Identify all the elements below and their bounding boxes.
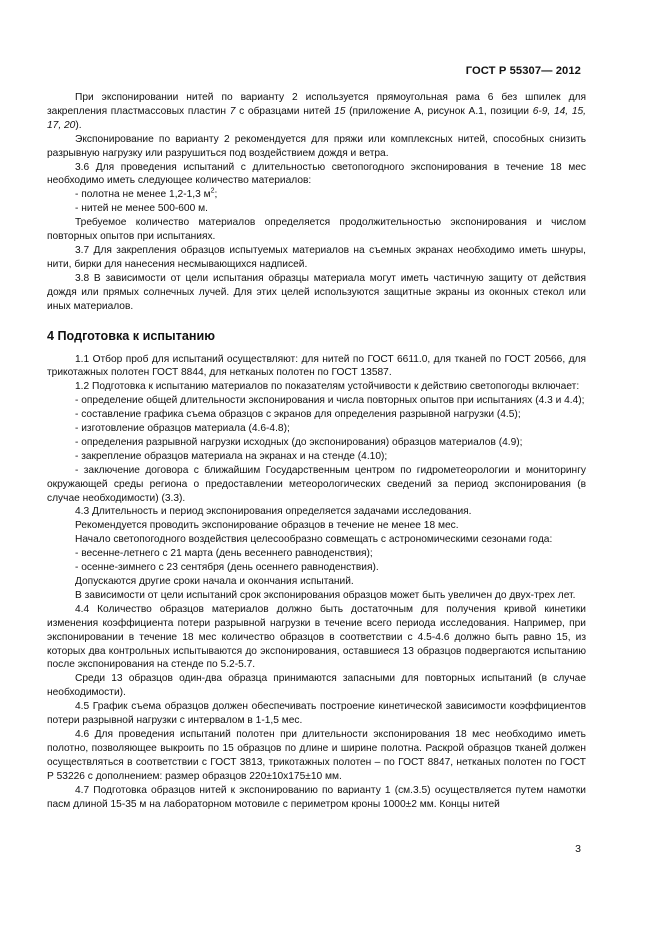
- italic-ref: 6-9, 14, 15, 17, 20: [47, 105, 586, 131]
- paragraph: Рекомендуется проводить экспонирование образцов в течение не менее 18 мес.: [75, 520, 459, 532]
- document-code: ГОСТ Р 55307— 2012: [465, 65, 581, 77]
- list-item: - осенне-зимнего с 23 сентября (день осеннего равноденствия).: [75, 562, 379, 574]
- paragraph: 3.8 В зависимости от цели испытания образцы материала могут иметь частичную защиту от действия дождя или прямых солнечных лучей. Для этих целей используются защитные экраны из оконных стекол или иных материалов.: [47, 272, 586, 312]
- text-span: ;: [214, 189, 218, 201]
- paragraph: Начало светопогодного воздействия целесообразно совмещать с астрономическими сезонами года:: [75, 534, 553, 546]
- list-item: - определение общей длительности экспонирования и числа повторных опытов при испытаниях (4.3 и 4.4);: [75, 395, 585, 407]
- list-item: - нитей не менее 500-600 м.: [75, 203, 208, 215]
- text-span: с образцами нитей: [235, 105, 335, 117]
- paragraph: [47, 91, 586, 133]
- paragraph: 4.7 Подготовка образцов нитей к экспонированию по варианту 1 (см.3.5) осуществляется путем намотки пасм длиной 15-35 м на лабораторном мотовиле с периметром кроны 1000±2 мм. Концы нитей: [47, 784, 586, 810]
- paragraph: 1.1 Отбор проб для испытаний осуществляют: для нитей по ГОСТ 6611.0, для тканей по ГОСТ 20566, для трикотажных полотен ГОСТ 8844, для нетканых полотен по ГОСТ 13587.: [47, 353, 586, 379]
- list-item: - закрепление образцов материала на экранах и на стенде (4.10);: [75, 450, 388, 462]
- page-number: 3: [575, 843, 581, 855]
- text-span: При экспонировании нитей по варианту 2 используется прямоугольная рама 6 без шпилек для закрепления пластмассовых пластин: [47, 92, 586, 117]
- list-item: - составление графика съема образцов с экранов для определения разрывной нагрузки (4.5);: [75, 409, 521, 421]
- paragraph: 4.5 График съема образцов должен обеспечивать построение кинетической зависимости коэффициентов потери разрывной нагрузки с интервалом в 1-1,5 мес.: [47, 701, 586, 727]
- paragraph: 1.2 Подготовка к испытанию материалов по показателям устойчивости к действию светопогоды включает:: [75, 381, 580, 393]
- paragraph: Требуемое количество материалов определяется продолжительностью экспонирования и числом повторных опытов при испытаниях.: [47, 217, 586, 243]
- list-item: - заключение договора с ближайшим Государственным центром по гидрометеорологии и мониторингу окружающей среды региона о предоставлении метеорологических сведений за период экспонирования (в случае необходимости) (3.3).: [47, 464, 586, 504]
- paragraph: 3.6 Для проведения испытаний с длительностью светопогодного экспонирования в течение 18 мес необходимо иметь следующее количество материалов:: [47, 161, 586, 187]
- italic-ref: 7: [229, 105, 236, 117]
- paragraph: 3.7 Для закрепления образцов испытуемых материалов на съемных экранах необходимо иметь шнуры, нити, бирки для нанесения несмывающихся надписей.: [47, 244, 586, 270]
- paragraph: Экспонирование по варианту 2 рекомендуется для пряжи или комплексных нитей, способных снизить разрывную нагрузку или разрушиться под воздействием дождя и ветра.: [47, 133, 586, 159]
- paragraph: 4.4 Количество образцов материалов должно быть достаточным для получения кривой кинетики изменения коэффициента потери разрывной нагрузки в течение всего периода исследования. Например, при экспонировании в течение 18 мес количество образцов в соответствии с 4.5-4.6 должно быть равно 15, из которых два контрольных испытываются до экспонирования, оставшиеся 13 образцов подвергаются испытанию после экспонирования на стенде по 5.2-5.7.: [47, 603, 586, 671]
- list-item: - определения разрывной нагрузки исходных (до экспонирования) образцов материалов (4.9);: [75, 436, 523, 448]
- italic-ref: 15: [334, 105, 346, 117]
- paragraph: Среди 13 образцов один-два образца принимаются запасными для повторных испытаний (в случае необходимости).: [47, 673, 586, 699]
- paragraph: 4.6 Для проведения испытаний полотен при длительности экспонирования 18 мес необходимо иметь полотно, позволяющее выкроить по 15 образцов по длине и ширине полотна. Раскрой образцов тканей должен осуществляться в соответствии с ГОСТ 3813, трикотажных полотен – по ГОСТ 8847, нетканых полотен по ГОСТ Р 53226 с дополнением: размер образцов 220±10х175±10 мм.: [47, 728, 586, 782]
- list-item: - весенне-летнего с 21 марта (день весеннего равноденствия);: [75, 548, 373, 560]
- paragraph: В зависимости от цели испытаний срок экспонирования образцов может быть увеличен до двух-трех лет.: [75, 589, 576, 601]
- page-content: [47, 91, 586, 811]
- paragraph: Допускаются другие сроки начала и окончания испытаний.: [75, 576, 354, 587]
- section-heading: 4 Подготовка к испытанию: [47, 328, 215, 343]
- text-span: ).: [75, 119, 82, 131]
- list-item: [47, 188, 586, 202]
- superscript: 2: [210, 187, 215, 195]
- paragraph: 4.3 Длительность и период экспонирования определяется задачами исследования.: [75, 506, 472, 518]
- text-span: (приложение А, рисунок А.1, позиции: [345, 105, 533, 117]
- text-span: - полотна не менее 1,2-1,3 м: [75, 189, 211, 201]
- list-item: - изготовление образцов материала (4.6-4.8);: [75, 423, 290, 435]
